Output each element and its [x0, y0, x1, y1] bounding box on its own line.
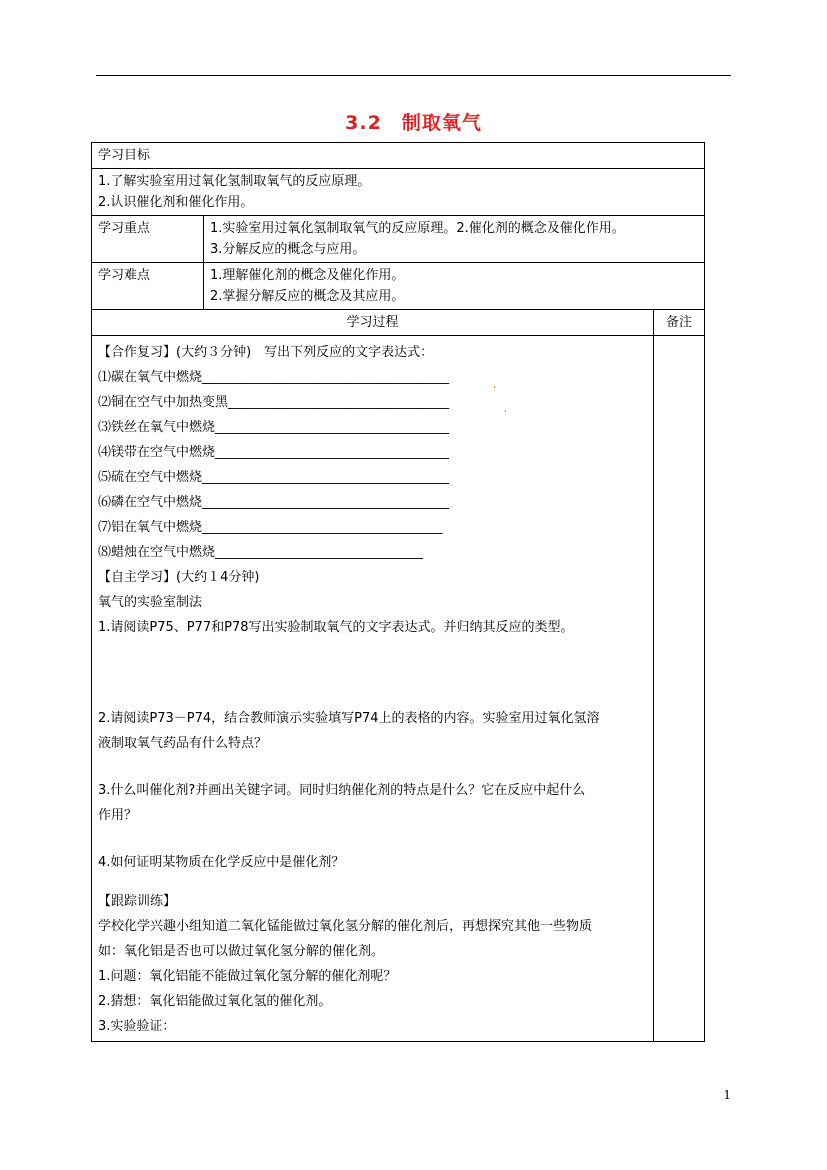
objective-item: 2.认识催化剂和催化作用。	[98, 195, 254, 210]
objectives-header-row	[92, 143, 705, 169]
difficulties-content	[204, 263, 705, 310]
training-intro-line-2: 如：氧化铝是否也可以做过氧化氢分解的催化剂。	[98, 944, 385, 959]
objectives-content	[92, 169, 705, 216]
objective-item: 1.了解实验室用过氧化氢制取氧气的反应原理。	[98, 174, 371, 189]
answer-space	[98, 828, 647, 850]
review-item: ⑸硫在空气中燃烧______________________________________	[98, 470, 450, 485]
question-4: 4.如何证明某物质在化学反应中是催化剂？	[98, 855, 345, 870]
process-header: 学习过程	[92, 310, 654, 336]
training-step: 3.实验验证：	[98, 1019, 176, 1034]
question-2-line-2: 液制取氧气药品有什么特点？	[98, 736, 268, 751]
key-point-item: 1.实验室用过氧化氢制取氧气的反应原理。2.催化剂的概念及催化作用。	[210, 221, 625, 236]
difficulties-label: 学习难点	[92, 263, 204, 310]
notes-column	[654, 336, 705, 1042]
question-3-line-2: 作用？	[98, 808, 138, 823]
review-item: ⑺铝在氧气中燃烧_____________________________________	[98, 520, 443, 535]
self-study-subheading: 氧气的实验室制法	[98, 595, 203, 610]
print-speck	[494, 386, 495, 388]
difficulty-item: 2.掌握分解反应的概念及其应用。	[210, 289, 405, 304]
answer-space	[98, 640, 647, 706]
header-rule	[96, 75, 731, 76]
self-study-heading: 【自主学习】(大约１4分钟)	[98, 570, 260, 585]
page-title: 3.2 制取氧气	[345, 112, 482, 134]
training-step: 1.问题：氧化铝能不能做过氧化氢分解的催化剂呢？	[98, 969, 397, 984]
process-content	[92, 336, 654, 1042]
question-3-line-1: 3.什么叫催化剂?并画出关键字词。同时归纳催化剂的特点是什么？它在反应中起什么	[98, 783, 586, 798]
review-item: ⑶铁丝在氧气中燃烧____________________________________	[98, 420, 450, 435]
review-item: ⑴碳在氧气中燃烧______________________________________	[98, 370, 450, 385]
question-1: 1.请阅读P75、P77和P78写出实验制取氧气的文字表达式。并归纳其反应的类型。	[98, 620, 574, 635]
objectives-label: 学习目标	[92, 143, 705, 169]
review-item: ⑹磷在空气中燃烧______________________________________	[98, 495, 450, 510]
key-points-label: 学习重点	[92, 216, 204, 263]
notes-header: 备注	[654, 310, 705, 336]
difficulties-row	[92, 263, 705, 310]
review-item: ⑷镁带在空气中燃烧____________________________________	[98, 445, 450, 460]
question-2-line-1: 2.请阅读P73－P74，结合教师演示实验填写P74上的表格的内容。实验室用过氧化氢溶	[98, 711, 600, 726]
key-points-row	[92, 216, 705, 263]
key-point-item: 3.分解反应的概念与应用。	[210, 242, 366, 257]
training-step: 2.猜想：氧化铝能做过氧化氢的催化剂。	[98, 994, 332, 1009]
objectives-row	[92, 169, 705, 216]
review-heading: 【合作复习】(大约３分钟) 写出下列反应的文字表达式：	[98, 345, 434, 360]
process-header-row	[92, 310, 705, 336]
review-item: ⑻蜡烛在空气中燃烧________________________________	[98, 545, 424, 560]
training-heading: 【跟踪训练】	[98, 894, 177, 909]
answer-space	[98, 756, 647, 778]
process-row	[92, 336, 705, 1042]
difficulty-item: 1.理解催化剂的概念及催化作用。	[210, 268, 405, 283]
key-points-content	[204, 216, 705, 263]
training-intro-line-1: 学校化学兴趣小组知道二氧化锰能做过氧化氢分解的催化剂后，再想探究其他一些物质	[98, 919, 593, 934]
print-speck	[505, 410, 506, 412]
review-item: ⑵铜在空气中加热变黑__________________________________	[98, 395, 450, 410]
page-number: 1	[723, 1088, 731, 1102]
lesson-plan-table	[91, 142, 705, 1042]
answer-space	[98, 875, 647, 889]
